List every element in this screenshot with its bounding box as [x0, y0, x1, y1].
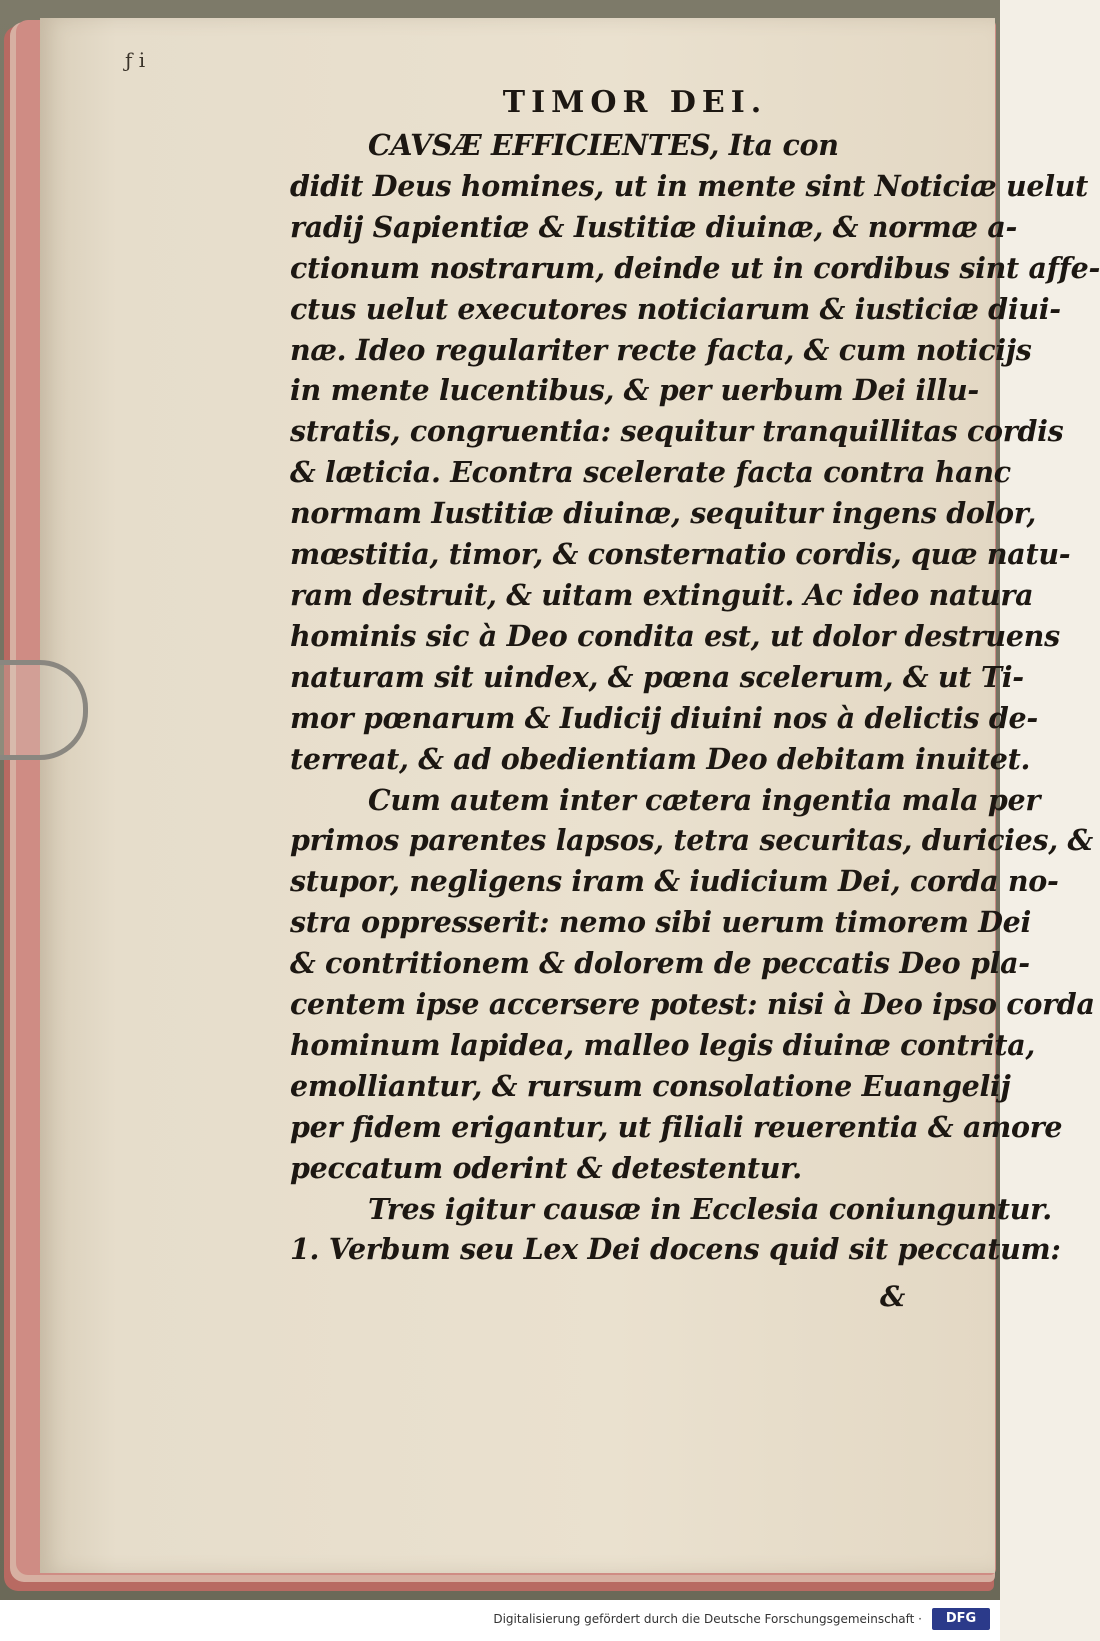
text-line: mœstitia, timor, & consternatio cordis, quæ natu-: [290, 537, 1071, 572]
corner-mark: ƒ i: [125, 48, 146, 72]
text-line: naturam sit uindex, & pœna scelerum, & ut Ti-: [290, 659, 1024, 694]
text-line: hominum lapidea, malleo legis diuinæ contrita,: [290, 1027, 1036, 1062]
text-line: & contritionem & dolorem de peccatis Deo pla-: [290, 946, 1030, 981]
text-line: ctus uelut executores noticiarum & iusticiæ diui-: [290, 291, 1061, 326]
text-line: per fidem erigantur, ut filiali reuerentia & amore: [290, 1109, 1063, 1144]
footer-bar: [0, 1600, 1000, 1641]
paragraph-2: [290, 780, 1095, 1189]
text-line: normam Iustitiæ diuinæ, sequitur ingens dolor,: [290, 496, 1037, 531]
running-head: TIMOR DEI.: [502, 85, 768, 120]
text-line: & læticia. Econtra scelerate facta contra hanc: [290, 455, 1011, 490]
text-line: radij Sapientiæ & Iustitiæ diuinæ, & normæ a-: [290, 209, 1018, 244]
text-line: Tres igitur causæ in Ecclesia coniunguntur.: [368, 1191, 1052, 1226]
text-line: ctionum nostrarum, deinde ut in cordibus sint affe-: [290, 250, 1100, 285]
catchword: &: [880, 1280, 906, 1313]
text-line: didit Deus homines, ut in mente sint Noticiæ uelut: [290, 168, 1089, 203]
text-line: in mente lucentibus, & per uerbum Dei illu-: [290, 373, 979, 408]
text-line: 1. Verbum seu Lex Dei docens quid sit peccatum:: [290, 1232, 1061, 1267]
text-line: CAVSÆ EFFICIENTES, Ita con: [368, 128, 839, 162]
paragraph-1: [290, 125, 1100, 780]
text-line: primos parentes lapsos, tetra securitas, duricies, &: [290, 823, 1093, 858]
text-line: emolliantur, & rursum consolatione Euangelij: [290, 1068, 1011, 1103]
text-line: næ. Ideo regulariter recte facta, & cum noticijs: [290, 332, 1032, 367]
text-line: stratis, congruentia: sequitur tranquillitas cordis: [290, 414, 1064, 449]
text-line: stra oppresserit: nemo sibi uerum timorem Dei: [290, 905, 1032, 940]
dfg-logo: DFG: [932, 1608, 990, 1630]
paragraph-3: [290, 1189, 1061, 1271]
funding-credit: Digitalisierung gefördert durch die Deutsche Forschungsgemeinschaft ·: [493, 1612, 922, 1626]
text-line: Cum autem inter cætera ingentia mala per: [368, 782, 1041, 817]
text-line: hominis sic à Deo condita est, ut dolor destruens: [290, 618, 1060, 653]
text-line: ram destruit, & uitam extinguit. Ac ideo natura: [290, 577, 1034, 612]
book-clip: [0, 660, 88, 760]
text-line: centem ipse accersere potest: nisi à Deo ipso corda: [290, 987, 1095, 1022]
text-line: peccatum oderint & detestentur.: [290, 1150, 802, 1185]
text-line: mor pœnarum & Iudicij diuini nos à delictis de-: [290, 700, 1038, 735]
text-line: stupor, negligens iram & iudicium Dei, corda no-: [290, 864, 1059, 899]
text-block: [290, 85, 1100, 1270]
text-line: terreat, & ad obedientiam Deo debitam inuitet.: [290, 741, 1031, 776]
